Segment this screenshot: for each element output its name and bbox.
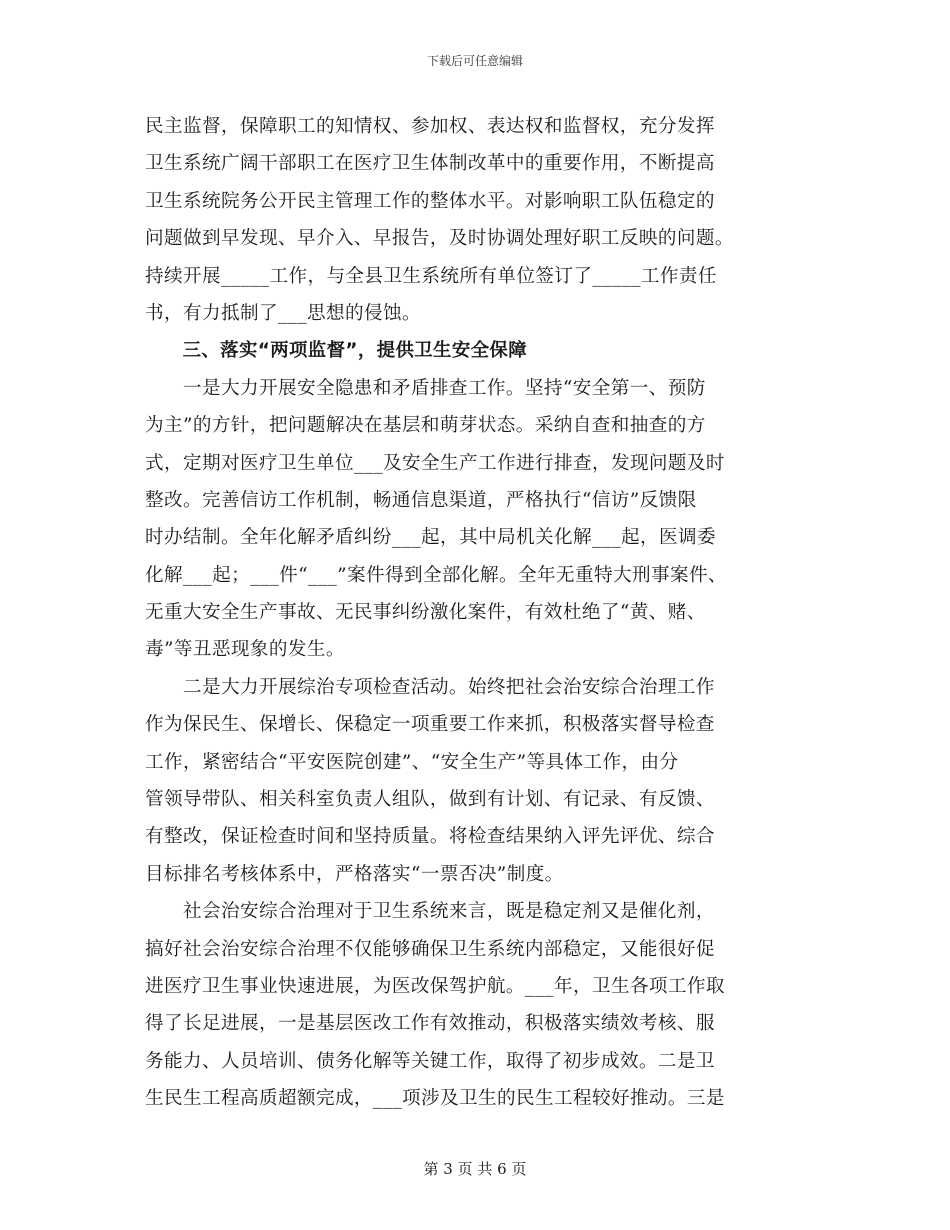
text-line: 毒”等丑恶现象的发生。	[145, 639, 345, 661]
page-number: 第 3 页 共 6 页	[423, 1160, 527, 1178]
text-line: 整改。完善信访工作机制，畅通信息渠道，严格执行“信访”反馈限	[145, 489, 697, 511]
text-line: 搞好社会治安综合治理不仅能够确保卫生系统内部稳定，又能很好促	[145, 938, 715, 960]
text-line: 有整改，保证检查时间和坚持质量。将检查结果纳入评先评优、综合	[145, 826, 715, 848]
text-line: 目标排名考核体系中，严格落实“一票否决”制度。	[145, 863, 564, 885]
text-line: 问题做到早发现、早介入、早报告，及时协调处理好职工反映的问题。	[145, 228, 734, 250]
text-line: 化解___起；___件“___”案件得到全部化解。全年无重特大刑事案件、	[145, 564, 727, 586]
section-heading: 三、落实“两项监督”，提供卫生安全保障	[145, 340, 527, 362]
text-line: 式，定期对医疗卫生单位___及安全生产工作进行排查，发现问题及时	[145, 452, 725, 474]
text-line: 进医疗卫生事业快速进展，为医改保驾护航。___年，卫生各项工作取	[145, 975, 725, 997]
text-line: 书，有力抵制了___思想的侵蚀。	[145, 302, 422, 324]
text-line: 二是大力开展综治专项检查活动。始终把社会治安综合治理工作	[145, 676, 715, 698]
text-line: 无重大安全生产事故、无民事纠纷激化案件，有效杜绝了“黄、赌、	[145, 602, 706, 624]
text-line: 时办结制。全年化解矛盾纠纷___起，其中局机关化解___起，医调委	[145, 527, 717, 549]
text-line: 卫生系统院务公开民主管理工作的整体水平。对影响职工队伍稳定的	[145, 190, 715, 212]
page-header: 下载后可任意编辑	[426, 54, 523, 68]
text-line: 一是大力开展安全隐患和矛盾排查工作。坚持“安全第一、预防	[145, 377, 706, 399]
text-line: 卫生系统广阔干部职工在医疗卫生体制改革中的重要作用，不断提高	[145, 153, 715, 175]
text-line: 务能力、人员培训、债务化解等关键工作，取得了初步成效。二是卫	[145, 1050, 715, 1072]
text-line: 管领导带队、相关科室负责人组队，做到有计划、有记录、有反馈、	[145, 789, 715, 811]
text-line: 作为保民生、保增长、保稳定一项重要工作来抓，积极落实督导检查	[145, 714, 715, 736]
text-line: 民主监督，保障职工的知情权、参加权、表达权和监督权，充分发挥	[145, 116, 715, 137]
text-line: 生民生工程高质超额完成，___项涉及卫生的民生工程较好推动。三是	[145, 1088, 725, 1110]
text-line: 社会治安综合治理对于卫生系统来言，既是稳定剂又是催化剂，	[145, 901, 715, 923]
document-body	[145, 108, 810, 1118]
text-line: 得了长足进展，一是基层医改工作有效推动，积极落实绩效考核、服	[145, 1013, 715, 1035]
text-line: 工作，紧密结合“平安医院创建”、“安全生产”等具体工作，由分	[145, 751, 679, 773]
text-line: 持续开展_____工作，与全县卫生系统所有单位签订了_____工作责任	[145, 265, 717, 287]
text-line: 为主”的方针，把问题解决在基层和萌芽状态。采纳自查和抽查的方	[145, 415, 706, 437]
